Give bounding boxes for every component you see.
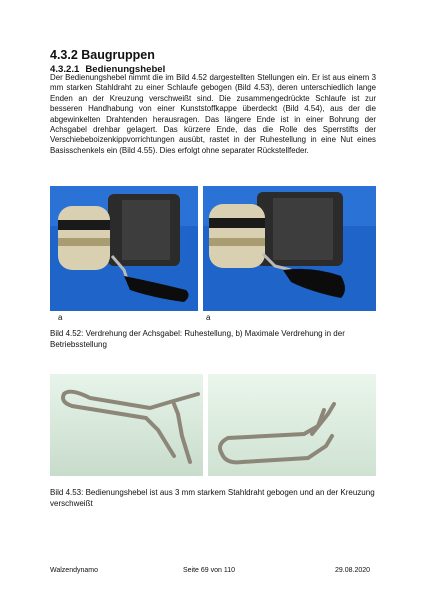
section-heading: 4.3.2 Baugruppen bbox=[50, 48, 155, 62]
footer-document-title: Walzendynamo bbox=[50, 567, 98, 574]
footer-date: 29.08.2020 bbox=[335, 567, 371, 574]
figure-453-caption: Bild 4.53: Bedienungshebel ist aus 3 mm starkem Stahldraht gebogen und an der Kreuzung verschweißt bbox=[50, 488, 375, 508]
photo-wire-lever-side bbox=[50, 374, 203, 476]
subsection-title: Bedienungshebel bbox=[85, 64, 166, 75]
figure-label-a-right: a bbox=[206, 313, 211, 322]
footer-page-number: Seite 69 von 110 bbox=[183, 567, 236, 574]
photo-wire-lever-top bbox=[208, 374, 376, 476]
photo-lever-rest-position bbox=[50, 186, 198, 311]
body-paragraph: Der Bedienungshebel nimmt die im Bild 4.52 dargestellten Stellungen ein. Er ist aus einem 3 mm starken Stahldraht zu einer Schlaufe gebogen (Bild 4.53), deren unterschiedlich lange Enden an der Kreuzung verschweißt sind. Die zusammengedrückte Schlaufe ist zur besseren Handhabung von einer Kunststoffkappe überdeckt (Bild 4.54), aus der die abgewinkelten Drahtenden herausragen. Das längere Ende ist in einer Bohrung der Achsgabel drehbar gelagert. Das kürzere Ende, das die Rolle des Sperrstifts der Verschiebeboizenkippvorrichtungen ausübt, rastet in der Ruhestellung in eine Nut eines Basisschenkels ein (Bild 4.55). Dies erfolgt ohne separater Rückstellfeder. bbox=[50, 73, 376, 155]
subsection-number: 4.3.2.1 bbox=[50, 64, 80, 75]
figure-label-a-left: a bbox=[58, 313, 63, 322]
figure-452-caption: Bild 4.52: Verdrehung der Achsgabel: Ruhestellung, b) Maximale Verdrehung in der Betriebsstellung bbox=[50, 329, 345, 349]
photo-lever-operating-position bbox=[203, 186, 376, 311]
